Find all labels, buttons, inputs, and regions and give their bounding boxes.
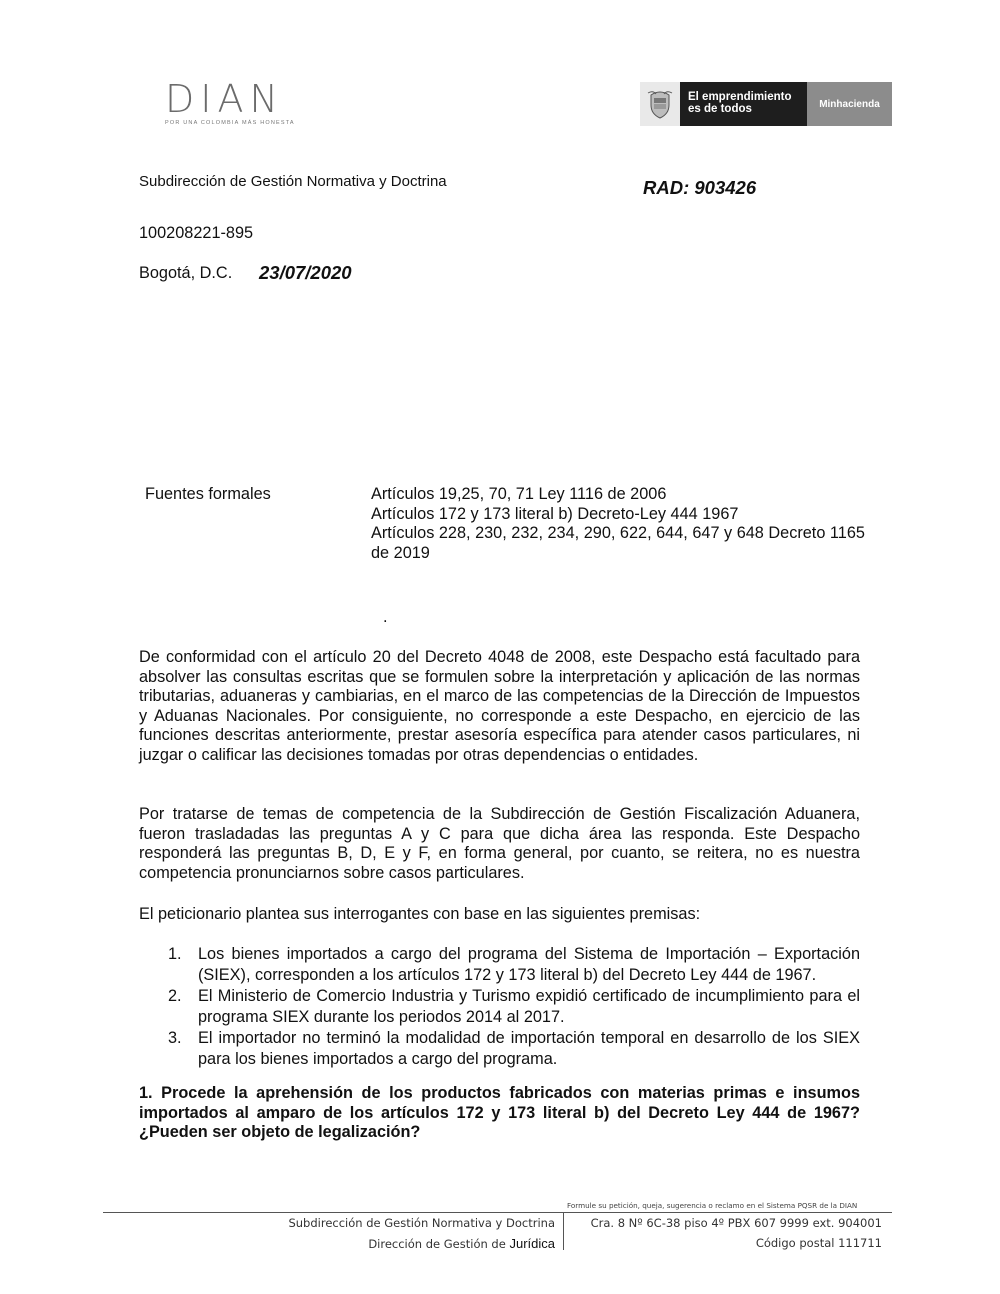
footer-address: Cra. 8 Nº 6C-38 piso 4º PBX 607 9999 ext. 904001	[590, 1216, 882, 1230]
premises-list	[139, 944, 860, 1070]
paragraph-competence: De conformidad con el artículo 20 del Decreto 4048 de 2008, este Despacho está facultado para absolver las consultas escritas que se formulen sobre la interpretación y aplicación de las normas tributarias, aduaneras y cambiarias, en el marco de las competencias de la Dirección de Impuestos y Aduanas Nacionales. Por consiguiente, no corresponde a este Despacho, en ejercicio de las funciones descritas anteriormente, prestar asesoría específica para atender casos particulares, ni juzgar o calificar las decisiones tomadas por otras dependencias o entidades.	[139, 648, 860, 764]
question-heading: 1. Procede la aprehensión de los productos fabricados con materias primas e insumos importados al amparo de los artículos 172 y 173 literal b) del Decreto Ley 444 de 1967? ¿Pueden ser objeto de legalización?	[139, 1084, 860, 1141]
footer-office: Subdirección de Gestión Normativa y Doctrina	[288, 1216, 555, 1230]
footer-direction-prefix: Dirección de Gestión de	[368, 1237, 510, 1251]
office-name: Subdirección de Gestión Normativa y Doctrina	[139, 173, 447, 190]
dian-logo-tagline: POR UNA COLOMBIA MÁS HONESTA	[165, 120, 295, 126]
list-item	[139, 986, 860, 1028]
gov-slogan-line2: es de todos	[688, 103, 752, 115]
list-item-number: 2.	[168, 987, 182, 1005]
list-item	[139, 1028, 860, 1070]
government-logo	[640, 82, 892, 126]
coat-of-arms-icon	[640, 82, 680, 126]
gov-slogan	[680, 82, 807, 126]
source-item: Artículos 228, 230, 232, 234, 290, 622, 644, 647 y 648 Decreto 1165 de 2019	[371, 524, 865, 562]
city: Bogotá, D.C.	[139, 264, 233, 282]
list-item-number: 1.	[168, 945, 182, 963]
paragraph-premises-intro: El peticionario plantea sus interrogantes con base en las siguientes premisas:	[139, 905, 701, 923]
radicado-number: RAD: 903426	[643, 177, 757, 198]
reference-number: 100208221-895	[139, 224, 254, 242]
sources-list	[371, 485, 871, 563]
footer-direction-emphasis: Jurídica	[509, 1236, 555, 1251]
list-item-number: 3.	[168, 1029, 182, 1047]
footer-rule	[103, 1212, 892, 1213]
footer-direction	[368, 1236, 555, 1251]
list-item-text: Los bienes importados a cargo del programa del Sistema de Importación – Exportación (SIEX), corresponden a los artículos 172 y 173 literal b) del Decreto Ley 444 de 1967.	[198, 945, 860, 984]
paragraph-transfer: Por tratarse de temas de competencia de la Subdirección de Gestión Fiscalización Aduanera, fueron trasladadas las preguntas A y C para que dicha área las responda. Este Despacho responderá las preguntas B, D, E y F, en forma general, por cuanto, se reitera, no es nuestra competencia pronunciarnos sobre casos particulares.	[139, 805, 860, 882]
ministry-label: Minhacienda	[807, 82, 892, 126]
dian-logo-wordmark: DIAN	[165, 77, 284, 121]
list-item-text: El Ministerio de Comercio Industria y Turismo expidió certificado de incumplimiento para el programa SIEX durante los periodos 2014 al 2017.	[198, 987, 860, 1026]
source-item: Artículos 19,25, 70, 71 Ley 1116 de 2006	[371, 485, 667, 503]
footer-postal-code: Código postal 111711	[755, 1236, 882, 1250]
source-item: Artículos 172 y 173 literal b) Decreto-Ley 444 1967	[371, 504, 739, 523]
gov-slogan-line1: El emprendimiento	[688, 91, 792, 103]
document-date: 23/07/2020	[259, 262, 352, 283]
footer-divider	[563, 1213, 564, 1250]
footer-pqsr-note: Formule su petición, queja, sugerencia o reclamo en el Sistema PQSR de la DIAN	[567, 1201, 858, 1210]
list-item-text: El importador no terminó la modalidad de importación temporal en desarrollo de los SIEX para los bienes importados a cargo del programa.	[198, 1029, 860, 1068]
sources-label: Fuentes formales	[145, 485, 271, 503]
stray-dot: .	[383, 608, 388, 626]
list-item	[139, 944, 860, 986]
dian-logo	[165, 77, 330, 130]
